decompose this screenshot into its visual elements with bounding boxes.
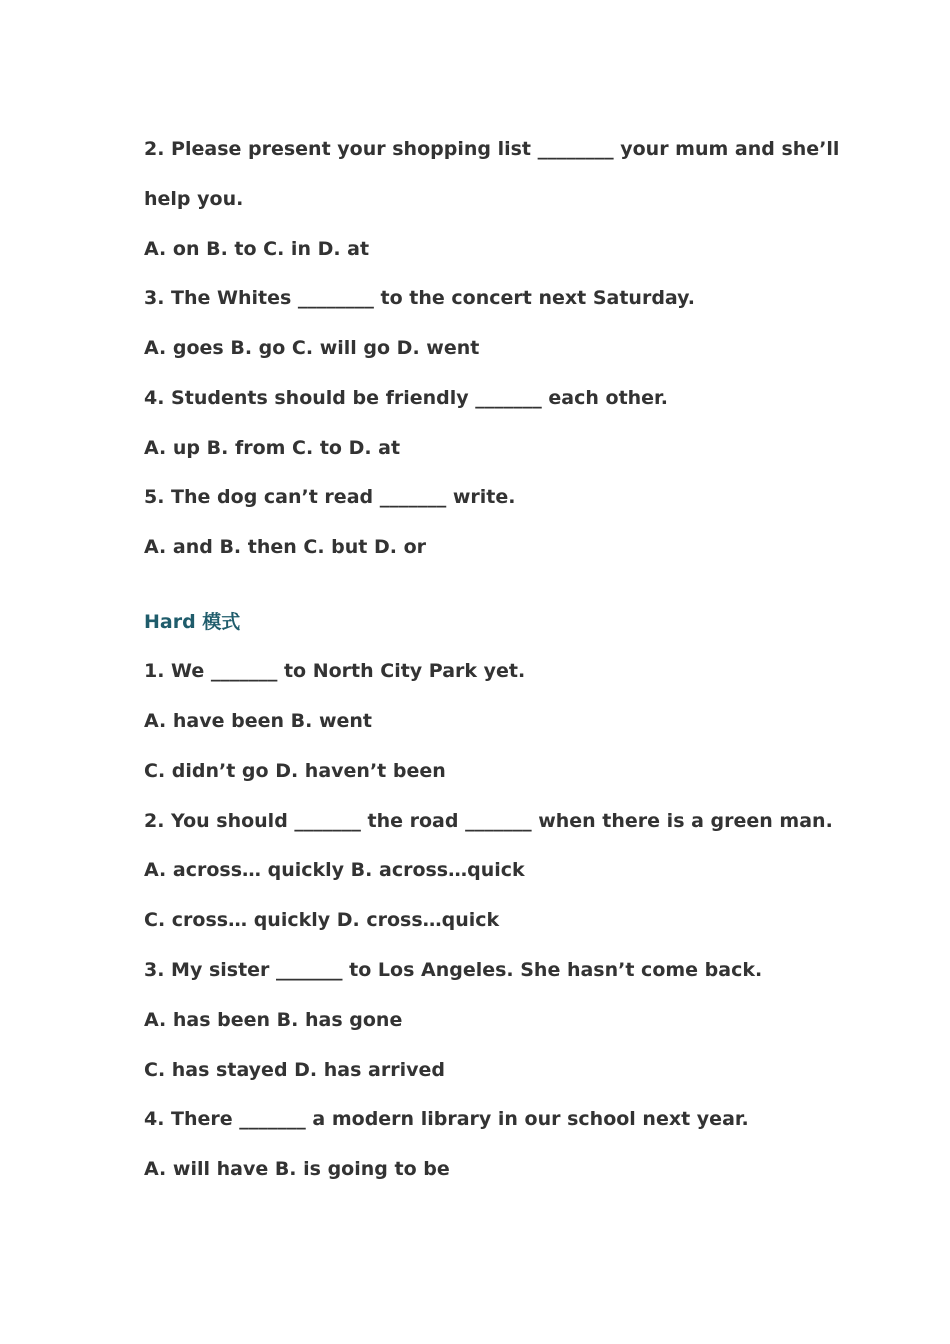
answer-options: A. up B. from C. to D. at	[144, 437, 401, 459]
question-text: 2. You should _______ the road _______ when there is a green man.	[144, 810, 833, 832]
answer-options: A. goes B. go C. will go D. went	[144, 337, 480, 359]
question-text: 4. Students should be friendly _______ each other.	[144, 387, 668, 409]
answer-options: A. and B. then C. but D. or	[144, 536, 427, 558]
question-text: 1. We _______ to North City Park yet.	[144, 660, 526, 682]
answer-options: C. cross… quickly D. cross…quick	[144, 909, 500, 931]
answer-options: A. will have B. is going to be	[144, 1158, 450, 1180]
section-heading: Hard 模式	[144, 611, 241, 633]
question-text: 3. The Whites ________ to the concert next Saturday.	[144, 287, 696, 309]
question-text-continued: help you.	[144, 188, 244, 210]
answer-options: A. across… quickly B. across…quick	[144, 859, 525, 881]
answer-options: C. didn’t go D. haven’t been	[144, 760, 446, 782]
question-text: 5. The dog can’t read _______ write.	[144, 486, 516, 508]
answer-options: A. have been B. went	[144, 710, 372, 732]
question-text: 2. Please present your shopping list ________ your mum and she’ll	[144, 138, 840, 160]
question-text: 4. There _______ a modern library in our school next year.	[144, 1108, 749, 1130]
question-text: 3. My sister _______ to Los Angeles. She hasn’t come back.	[144, 959, 763, 981]
answer-options: C. has stayed D. has arrived	[144, 1059, 445, 1081]
answer-options: A. on B. to C. in D. at	[144, 238, 370, 260]
answer-options: A. has been B. has gone	[144, 1009, 403, 1031]
